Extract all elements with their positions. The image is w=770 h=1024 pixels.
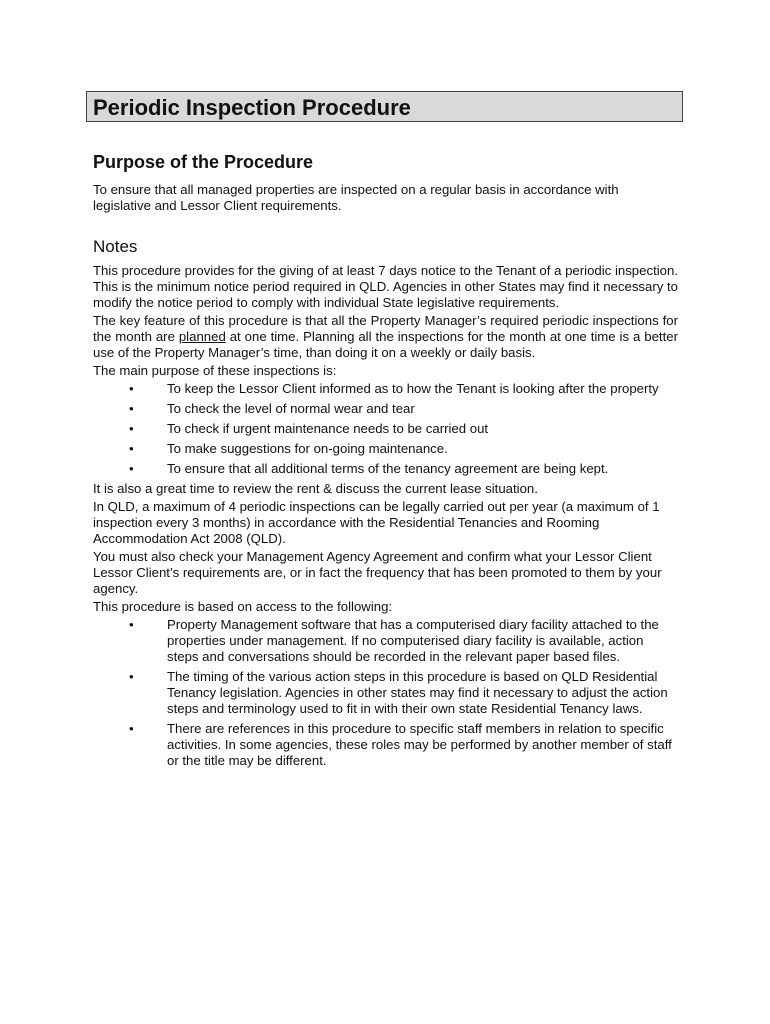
list-item-text: There are references in this procedure to specific staff members in relation to specific activities. In some agencies, these roles may be performed by another member of staff or the title may be different. — [167, 721, 672, 768]
notes-paragraph-2 — [93, 313, 678, 361]
list-item — [93, 421, 678, 437]
purpose-text: To ensure that all managed properties are inspected on a regular basis in accordance with legislative and Lessor Client requirements. — [93, 182, 619, 213]
list-item — [93, 381, 678, 397]
access-bullet-list — [93, 617, 678, 769]
document-title: Periodic Inspection Procedure — [93, 95, 411, 120]
bullet-icon: • — [129, 721, 134, 736]
document-body — [93, 150, 678, 773]
bullet-icon: • — [129, 669, 134, 684]
planned-underline: planned — [178, 329, 226, 344]
bullet-icon: • — [129, 617, 134, 632]
list-item — [93, 401, 678, 417]
notes-paragraph-5: In QLD, a maximum of 4 periodic inspections can be legally carried out per year (a maximum of 1 inspection every 3 months) in accordance with the Residential Tenancies and Rooming Accommodation Act 2008 (QLD). — [93, 499, 660, 546]
bullet-icon: • — [129, 381, 134, 396]
notes-heading: Notes — [93, 237, 138, 256]
notes-paragraph-6: You must also check your Management Agency Agreement and confirm what your Lessor Client Lessor Client’s requirements are, or in fact the frequency that has been promoted to them by your agency. — [93, 549, 662, 596]
bullet-icon: • — [129, 441, 134, 456]
bullet-icon: • — [129, 421, 134, 436]
notes-paragraph-4: It is also a great time to review the rent & discuss the current lease situation. — [93, 481, 538, 496]
title-banner — [86, 91, 683, 122]
bullet-icon: • — [129, 461, 134, 476]
list-item — [93, 721, 678, 769]
notes-paragraph-1: This procedure provides for the giving of at least 7 days notice to the Tenant of a periodic inspection. This is the minimum notice period required in QLD. Agencies in other States may find it necessary to modify the notice period to comply with individual State legislative requirements. — [93, 263, 678, 310]
list-item-text: To keep the Lessor Client informed as to how the Tenant is looking after the property — [167, 381, 659, 396]
notes-paragraph-2-part-1: The key feature of this procedure is that all the Property Manager’s required periodic inspections for the month are — [93, 313, 678, 344]
purpose-heading: Purpose of the Procedure — [93, 152, 314, 172]
list-item — [93, 669, 678, 717]
list-item-text: The timing of the various action steps in this procedure is based on QLD Residential Tenancy legislation. Agencies in other states may find it necessary to adjust the action steps and terminology used to fit in with their own state Residential Tenancy laws. — [167, 669, 668, 716]
list-item-text: To check if urgent maintenance needs to be carried out — [167, 421, 489, 436]
list-item — [93, 461, 678, 477]
list-item — [93, 617, 678, 665]
list-item-text: Property Management software that has a computerised diary facility attached to the properties under management. If no computerised diary facility is available, action steps and conversations should be recorded in the relevant paper based files. — [167, 617, 659, 664]
notes-paragraph-3: The main purpose of these inspections is: — [93, 363, 337, 378]
notes-paragraph-7: This procedure is based on access to the following: — [93, 599, 393, 614]
list-item-text: To make suggestions for on-going maintenance. — [167, 441, 448, 456]
list-item-text: To ensure that all additional terms of the tenancy agreement are being kept. — [167, 461, 609, 476]
bullet-icon: • — [129, 401, 134, 416]
notes-paragraph-2-part-2: at one time. Planning all the inspections for the month at one time is a better use of the Property Manager’s time, than doing it on a weekly or daily basis. — [93, 329, 678, 360]
purpose-bullet-list — [93, 381, 678, 477]
list-item — [93, 441, 678, 457]
list-item-text: To check the level of normal wear and tear — [167, 401, 415, 416]
